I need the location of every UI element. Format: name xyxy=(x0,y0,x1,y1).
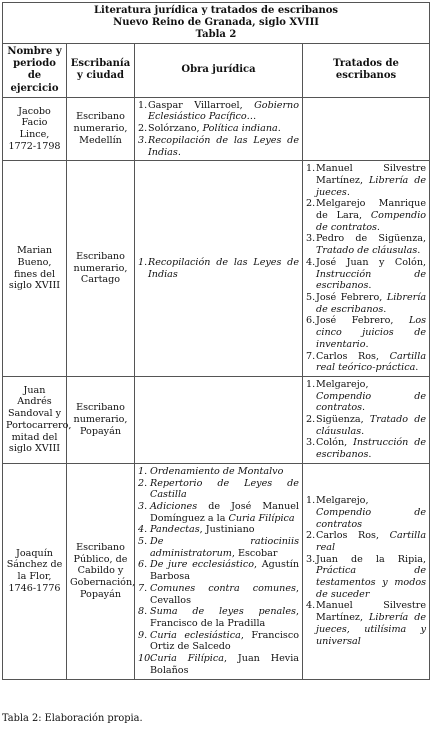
list-item xyxy=(306,351,426,374)
list-item xyxy=(306,414,426,437)
item-number: 3. xyxy=(138,134,148,146)
caption-subtitle: Nuevo Reino de Granada, siglo XVIII xyxy=(113,17,319,28)
item-text: Ordenamiento de Montalvo xyxy=(150,465,284,477)
item-number: 3. xyxy=(306,437,316,449)
item-number: 5. xyxy=(306,292,316,303)
row-obras-cell xyxy=(135,463,303,679)
row-office-cell: Escribano numerario, Medellín xyxy=(67,97,135,161)
item-text: . xyxy=(415,362,419,374)
item-text: Curia eclesiástica xyxy=(150,629,241,641)
row-obras-cell xyxy=(135,97,303,161)
item-number: 1. xyxy=(306,495,316,507)
list-item xyxy=(138,478,299,501)
list-item xyxy=(306,198,426,233)
item-text: Los cinco juicios de inventario xyxy=(316,315,427,350)
item-text: , Francisco Ortiz de Salcedo xyxy=(150,629,299,653)
header-tratados: Tratados de escribanos xyxy=(303,44,430,98)
obras-list xyxy=(138,466,299,677)
item-number: 1. xyxy=(138,256,148,268)
item-number: 2. xyxy=(138,123,148,135)
list-item xyxy=(306,257,426,292)
item-text: Recopilación de las Leyes de Indias xyxy=(148,134,299,158)
obras-list xyxy=(138,100,299,159)
header-name: Nombre y periodo de ejercicio xyxy=(3,44,67,98)
item-text: Comunes contra comunes xyxy=(150,582,296,594)
item-text: Carlos Ros, xyxy=(316,530,390,542)
item-text: de José Manuel Domínguez a la xyxy=(150,500,299,524)
item-text: Manuel Silvestre Martínez, xyxy=(316,600,427,624)
item-text: Melgarejo, xyxy=(316,378,369,390)
table-container xyxy=(2,2,429,680)
item-number: 1. xyxy=(138,465,148,477)
item-number: 3. xyxy=(306,233,316,245)
item-text: Pedro de Sigüenza, xyxy=(316,233,427,245)
item-text: Práctica de testamentos y modos de suceder xyxy=(316,565,427,600)
literature-table xyxy=(2,2,430,680)
row-office-cell: Escribano numerario, Cartago xyxy=(67,161,135,377)
list-item xyxy=(138,466,299,478)
tratados-list xyxy=(306,163,426,374)
list-item xyxy=(138,100,299,123)
item-text: Juan de la Ripia, xyxy=(316,553,427,565)
caption-table-number: Tabla 2 xyxy=(195,29,237,40)
header-row xyxy=(3,44,430,98)
row-obras-cell xyxy=(135,161,303,377)
list-item xyxy=(306,379,426,414)
list-item xyxy=(306,292,426,315)
item-number: 6. xyxy=(306,315,316,327)
item-text: Adiciones xyxy=(150,500,198,512)
item-text: , Agustín Barbosa xyxy=(150,559,300,583)
row-office-cell: Escribano Público, de Cabildo y Gobernación, Popayán xyxy=(67,463,135,679)
item-text: Sigüenza, xyxy=(316,414,370,426)
item-number: 10. xyxy=(138,653,154,665)
item-number: 7. xyxy=(306,350,316,362)
list-item xyxy=(138,257,299,280)
obras-list xyxy=(138,257,299,280)
item-text: Cartilla real teórico-práctica xyxy=(316,350,427,374)
item-text: Pandectas xyxy=(150,524,200,536)
item-text: Curia Filípica xyxy=(228,512,295,524)
item-text: Gobierno Eclesiástico Pacífico… xyxy=(148,99,299,123)
item-text: . xyxy=(376,221,380,233)
item-text: Instrucción de escribanos xyxy=(316,437,427,461)
item-text: Repertorio de Leyes de Castilla xyxy=(150,477,299,501)
item-text: José Juan y Colón, xyxy=(316,256,427,268)
header-office: Escribanía y ciudad xyxy=(67,44,135,98)
item-text: Recopilación de las Leyes de Indias xyxy=(148,256,299,280)
item-text: Compendio de contratos xyxy=(316,506,427,530)
item-number: 5. xyxy=(138,536,148,548)
item-text: De jure ecclesiástico xyxy=(150,559,255,571)
item-text: . xyxy=(368,280,372,292)
table-row xyxy=(3,376,430,463)
item-number: 4. xyxy=(306,256,316,268)
list-item xyxy=(138,501,299,524)
item-text: . xyxy=(361,425,365,437)
list-item xyxy=(306,530,426,553)
row-name-cell: Joaquín Sánchez de la Flor, 1746-1776 xyxy=(3,463,67,679)
item-number: 7. xyxy=(138,582,148,594)
item-text: . xyxy=(383,303,387,315)
item-text: , Cevallos xyxy=(150,582,299,606)
item-text: Solórzano, xyxy=(148,123,203,135)
list-item xyxy=(138,135,299,158)
item-text: Melgarejo Manrique de Lara, xyxy=(316,198,427,222)
item-number: 2. xyxy=(138,477,148,489)
item-text: Tratado de cláusulas xyxy=(316,414,427,437)
list-item xyxy=(138,606,299,629)
item-text: . xyxy=(177,146,181,158)
item-text: , Juan Hevia Bolaños xyxy=(150,653,300,676)
header-obra: Obra jurídica xyxy=(135,44,303,98)
item-number: 4. xyxy=(138,524,148,536)
item-text: Política indiana xyxy=(202,123,278,135)
item-text: . xyxy=(365,338,369,350)
row-tratados-cell xyxy=(303,463,430,679)
list-item xyxy=(306,554,426,601)
item-number: 1. xyxy=(138,99,148,111)
row-tratados-cell xyxy=(303,376,430,463)
item-number: 6. xyxy=(138,559,148,571)
table-row xyxy=(3,161,430,377)
tratados-list xyxy=(306,495,426,647)
item-number: 1. xyxy=(306,378,316,390)
item-text: Melgarejo, xyxy=(316,495,369,507)
item-number: 1. xyxy=(306,163,316,175)
item-text: Colón, xyxy=(316,437,354,449)
item-text: Compendio de contratos xyxy=(316,390,427,414)
list-item xyxy=(306,495,426,530)
list-item xyxy=(138,536,299,559)
list-item xyxy=(138,653,299,676)
item-number: 2. xyxy=(306,530,316,542)
row-tratados-cell xyxy=(303,97,430,161)
row-name-cell: Marian Bueno, fines del siglo XVIII xyxy=(3,161,67,377)
table-caption xyxy=(3,3,430,44)
list-item xyxy=(306,233,426,256)
item-text: De ratiociniis administratorum xyxy=(150,536,299,559)
list-item xyxy=(138,559,299,582)
item-number: 4. xyxy=(306,600,316,612)
table-row xyxy=(3,463,430,679)
table-row xyxy=(3,97,430,161)
item-number: 9. xyxy=(138,629,148,641)
table-note: Tabla 2: Elaboración propia. xyxy=(2,713,143,724)
item-number: 2. xyxy=(306,414,316,426)
item-text: Suma de leyes penales xyxy=(150,606,296,618)
item-text: Compendio de contratos xyxy=(316,210,427,233)
item-number: 2. xyxy=(306,198,316,210)
list-item xyxy=(306,315,426,350)
tratados-list xyxy=(306,379,426,461)
list-item xyxy=(306,600,426,647)
item-text: Carlos Ros, xyxy=(316,350,390,362)
item-text: , Escobar xyxy=(231,547,278,559)
item-number: 3. xyxy=(306,553,316,565)
row-obras-cell xyxy=(135,376,303,463)
item-text: Manuel Silvestre Martínez, xyxy=(316,163,427,186)
row-office-cell: Escribano numerario, Popayán xyxy=(67,376,135,463)
list-item xyxy=(138,123,299,135)
item-text: Cartilla real xyxy=(316,530,427,553)
item-text: Instrucción de escribanos xyxy=(316,268,427,292)
list-item xyxy=(138,583,299,606)
row-name-cell: Juan Andrés Sandoval y Portocarrero, mitad del siglo XVIII xyxy=(3,376,67,463)
row-name-cell: Jacobo Facio Lince, 1772-1798 xyxy=(3,97,67,161)
item-text: . xyxy=(417,245,421,257)
item-text: Gaspar Villarroel, xyxy=(148,99,255,111)
item-text: José Febrero, xyxy=(316,292,387,303)
list-item xyxy=(306,163,426,198)
item-number: 8. xyxy=(138,606,148,618)
item-text: Curia Filípica xyxy=(150,653,224,665)
item-text: Tratado de cláusulas xyxy=(316,245,418,257)
row-tratados-cell xyxy=(303,161,430,377)
item-text: . xyxy=(277,123,281,135)
item-text: . xyxy=(368,449,372,461)
item-text: . xyxy=(346,186,350,198)
list-item xyxy=(138,630,299,653)
item-text: Librería de jueces xyxy=(316,174,427,198)
caption-title: Literatura jurídica y tratados de escribanos xyxy=(94,5,339,16)
item-number: 3. xyxy=(138,500,148,512)
list-item xyxy=(306,437,426,460)
item-text: Librería de jueces, utilísima y universal xyxy=(316,612,427,647)
list-item xyxy=(138,524,299,536)
item-text: Librería de escribanos xyxy=(316,292,427,315)
item-text: . xyxy=(362,402,366,414)
item-text: José Febrero, xyxy=(316,315,409,327)
item-text: , Justiniano xyxy=(199,524,255,536)
item-text: , Francisco de la Pradilla xyxy=(150,606,299,629)
